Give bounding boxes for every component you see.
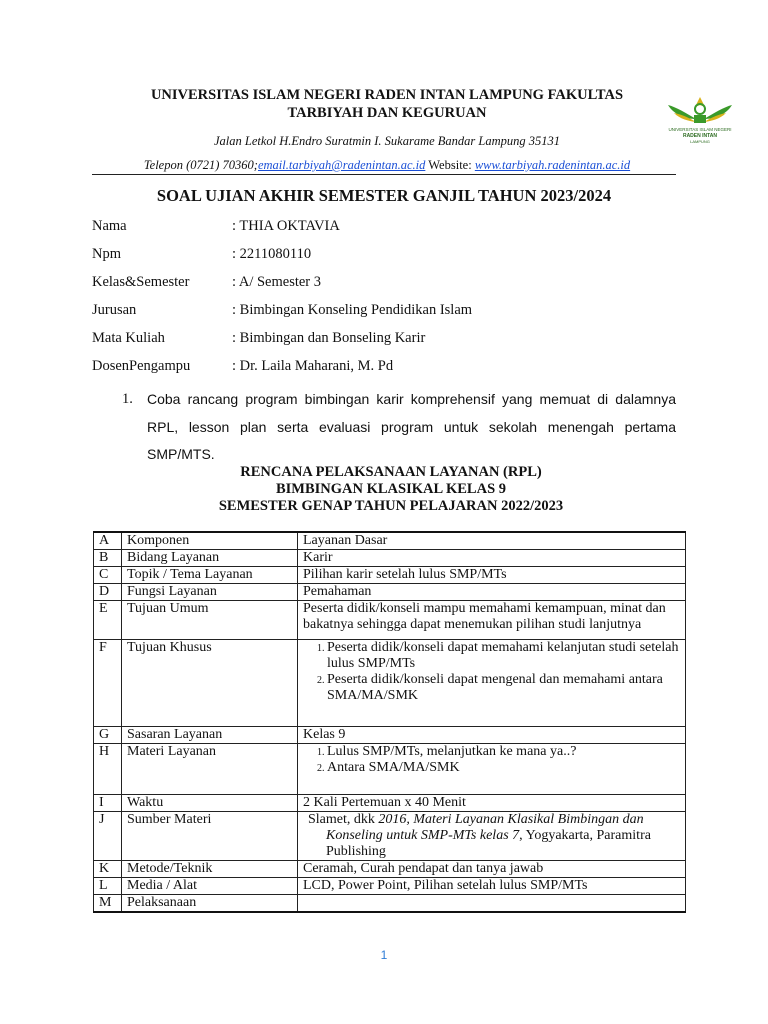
row-key: K	[94, 861, 122, 878]
row-component: Sasaran Layanan	[122, 727, 298, 744]
identity-value: : Bimbingan dan Bonseling Karir	[232, 330, 426, 346]
table-row	[94, 727, 686, 744]
question-number: 1.	[122, 391, 133, 407]
table-row	[94, 640, 686, 727]
row-value: Ceramah, Curah pendapat dan tanya jawab	[298, 861, 686, 878]
row-component: Metode/Teknik	[122, 861, 298, 878]
row-value: Karir	[298, 550, 686, 567]
letterhead	[92, 86, 682, 173]
list-item: 1. Lulus SMP/MTs, melanjutkan ke mana ya..?	[327, 744, 680, 760]
address: Jalan Letkol H.Endro Suratmin I. Sukarame Bandar Lampung 35131	[213, 134, 561, 148]
row-key: L	[94, 878, 122, 895]
logo-text-line1: UNIVERSITAS ISLAM NEGERI	[668, 127, 732, 132]
row-value	[298, 812, 686, 861]
list-item: 1. Peserta didik/konseli dapat memahami kelanjutan studi setelah lulus SMP/MTs	[327, 640, 680, 672]
row-key: M	[94, 895, 122, 913]
row-value: Pemahaman	[298, 584, 686, 601]
row-value: Peserta didik/konseli mampu memahami kemampuan, minat dan bakatnya sehingga dapat menemukan pilihan studi lanjutnya	[298, 601, 686, 640]
rpl-heading-line3: SEMESTER GENAP TAHUN PELAJARAN 2022/2023	[218, 498, 564, 514]
identity-value: : A/ Semester 3	[232, 274, 322, 290]
header-divider	[92, 174, 676, 175]
row-component: Materi Layanan	[122, 744, 298, 795]
row-component: Tujuan Umum	[122, 601, 298, 640]
row-value	[298, 895, 686, 913]
row-component: Media / Alat	[122, 878, 298, 895]
identity-label: Nama	[92, 218, 127, 234]
list-item: 2. Antara SMA/MA/SMK	[327, 760, 680, 776]
table-row	[94, 567, 686, 584]
identity-value: : Bimbingan Konseling Pendidikan Islam	[232, 302, 473, 318]
list-item: 2. Peserta didik/konseli dapat mengenal dan memahami antara SMA/MA/SMK	[327, 672, 680, 704]
identity-value: : Dr. Laila Maharani, M. Pd	[232, 358, 394, 374]
source-author: Slamet, dkk	[308, 812, 379, 827]
table-row	[94, 744, 686, 795]
website-link[interactable]: www.tarbiyah.radenintan.ac.id	[474, 158, 631, 172]
source-title: 2016, Materi Layanan Klasikal Bimbingan dan Konseling untuk SMP-MTs kelas 7	[326, 812, 644, 843]
rpl-heading-line2: BIMBINGAN KLASIKAL KELAS 9	[275, 481, 507, 497]
row-key: B	[94, 550, 122, 567]
row-key: E	[94, 601, 122, 640]
table-row	[94, 878, 686, 895]
row-key: I	[94, 795, 122, 812]
row-component: Sumber Materi	[122, 812, 298, 861]
row-value: 2 Kali Pertemuan x 40 Menit	[298, 795, 686, 812]
rpl-table	[93, 531, 686, 913]
table-row	[94, 795, 686, 812]
table-row	[94, 895, 686, 913]
row-key: D	[94, 584, 122, 601]
row-component: Tujuan Khusus	[122, 640, 298, 727]
identity-label: Npm	[92, 246, 121, 262]
contact-line	[92, 158, 682, 173]
row-component: Waktu	[122, 795, 298, 812]
exam-title: SOAL UJIAN AKHIR SEMESTER GANJIL TAHUN 2023/2024	[156, 186, 612, 205]
university-name-line1: UNIVERSITAS ISLAM NEGERI RADEN INTAN LAMPUNG FAKULTAS	[150, 87, 624, 103]
table-row	[94, 532, 686, 550]
question-text: Coba rancang program bimbingan karir komprehensif yang memuat di dalamnya RPL, lesson plan serta evaluasi program untuk sekolah menengah pertama SMP/MTS.	[147, 391, 676, 462]
identity-label: Jurusan	[92, 302, 137, 318]
row-key: A	[94, 532, 122, 550]
row-key: J	[94, 812, 122, 861]
row-component: Bidang Layanan	[122, 550, 298, 567]
row-value: Pilihan karir setelah lulus SMP/MTs	[298, 567, 686, 584]
row-value: LCD, Power Point, Pilihan setelah lulus SMP/MTs	[298, 878, 686, 895]
row-component: Komponen	[122, 532, 298, 550]
logo-text-line2: RADEN INTAN	[682, 133, 718, 139]
phone: Telepon (0721) 70360;	[143, 158, 258, 172]
identity-label: DosenPengampu	[92, 358, 191, 374]
table-row	[94, 584, 686, 601]
table-row	[94, 861, 686, 878]
row-value: Kelas 9	[298, 727, 686, 744]
material-list	[303, 744, 680, 776]
row-value: Layanan Dasar	[298, 532, 686, 550]
row-component: Pelaksanaan	[122, 895, 298, 913]
identity-value: : THIA OKTAVIA	[232, 218, 340, 234]
row-key: H	[94, 744, 122, 795]
question-1	[122, 386, 676, 469]
website-label: Website:	[425, 158, 475, 172]
university-name-line2: TARBIYAH DAN KEGURUAN	[287, 105, 487, 121]
source-publisher: , Yogyakarta, Paramitra Publishing	[326, 828, 651, 859]
row-value	[298, 744, 686, 795]
identity-value: : 2211080110	[232, 246, 312, 262]
identity-label: Mata Kuliah	[92, 330, 165, 346]
row-component: Topik / Tema Layanan	[122, 567, 298, 584]
page-number: 1	[380, 948, 388, 962]
specific-goals-list	[303, 640, 680, 704]
table-row	[94, 812, 686, 861]
row-value	[298, 640, 686, 727]
email-link[interactable]: email.tarbiyah@radenintan.ac.id	[257, 158, 426, 172]
row-key: G	[94, 727, 122, 744]
university-logo-icon	[660, 93, 740, 147]
row-key: F	[94, 640, 122, 727]
table-row	[94, 601, 686, 640]
table-row	[94, 550, 686, 567]
rpl-heading-line1: RENCANA PELAKSANAAN LAYANAN (RPL)	[240, 464, 542, 480]
identity-label: Kelas&Semester	[92, 274, 190, 290]
row-component: Fungsi Layanan	[122, 584, 298, 601]
logo-text-line3: LAMPUNG	[690, 139, 710, 144]
row-key: C	[94, 567, 122, 584]
rpl-heading	[92, 464, 690, 515]
